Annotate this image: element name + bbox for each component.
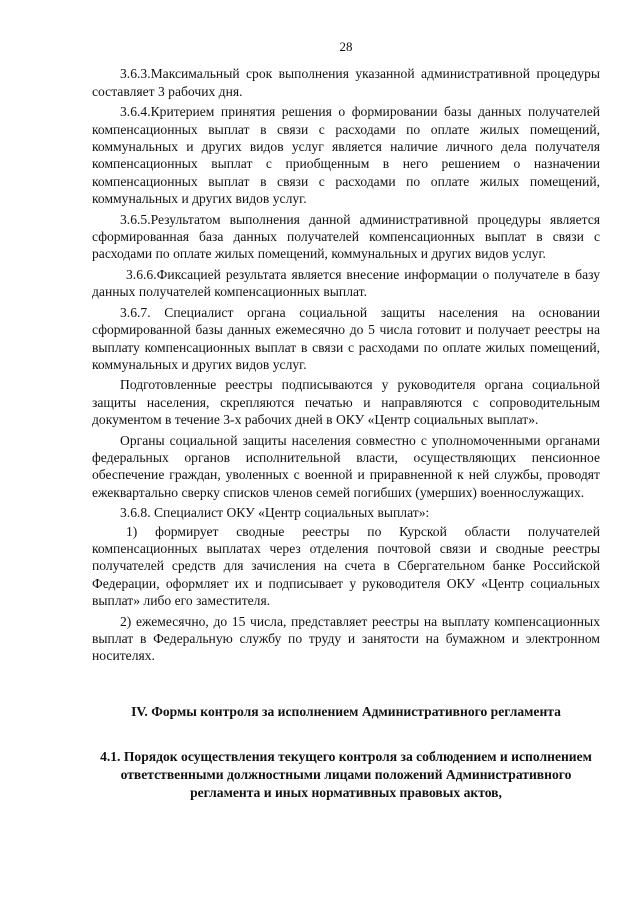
subsection-heading: 4.1. Порядок осуществления текущего контроля за соблюдением и исполнением ответственными должностными лицами положений Административного регламента и иных нормативных правовых актов, — [100, 749, 592, 800]
paragraph-3-6-4: 3.6.4.Критерием принятия решения о формировании базы данных получателей компенсационных выплат в связи с расходами по оплате жилых помещений, коммунальных и других видов услуг является наличие личного дела получателя компенсационных выплат с приобщенным в него решением о назначении компенсационных выплат в связи с расходами по оплате жилых помещений, коммунальных и других видов услуг. — [92, 104, 600, 207]
list-item-2: 2) ежемесячно, до 15 числа, представляет реестры на выплату компенсационных выплат в Федеральную службу по труду и занятости на бумажном и электронном носителях. — [92, 613, 600, 664]
paragraph-registers: Подготовленные реестры подписываются у руководителя органа социальной защиты населения, скрепляются печатью и направляются с сопроводительным документом в течение 3-х рабочих дней в ОКУ «Центр социальных выплат». — [92, 377, 600, 428]
paragraph-social-protection-bodies: Органы социальной защиты населения совместно с уполномоченными органами федеральных органов исполнительной власти, осуществляющих пенсионное обеспечение граждан, уволенных с военной и приравненной к ней службы, проводят ежеквартально сверку списков членов семей погибших (умерших) военнослужащих. — [92, 432, 600, 500]
page-number: 28 — [339, 39, 353, 54]
paragraph-3-6-6: 3.6.6.Фиксацией результата является внесение информации о получателе в базу данных получателей компенсационных выплат. — [92, 266, 600, 300]
paragraph-3-6-8: 3.6.8. Специалист ОКУ «Центр социальных выплат»: — [120, 505, 430, 521]
paragraph-3-6-7: 3.6.7. Специалист органа социальной защиты населения на основании сформированной базы данных ежемесячно до 5 числа готовит и получает реестры на выплату компенсационных выплат в связи с расходами по оплате жилых помещений, коммунальных и других видов услуг. — [92, 304, 600, 372]
document-page — [92, 0, 600, 801]
paragraph-3-6-3: 3.6.3.Максимальный срок выполнения указанной административной процедуры составляет 3 рабочих дня. — [92, 66, 600, 99]
list-item-1: 1) формирует сводные реестры по Курской области получателей компенсационных выплатах через отделения почтовой связи и сводные реестры получателей средств для зачисления на счета в Сбергательном банке Российской Федерации, оформляет их и подписывает у руководителя ОКУ «Центр социальных выплат» либо его заместителя. — [92, 523, 600, 609]
paragraph-3-6-5: 3.6.5.Результатом выполнения данной административной процедуры является сформированная база данных получателей компенсационных выплат в связи с расходами по оплате жилых помещений, коммунальных и других видов услуг. — [92, 211, 600, 262]
section-heading: IV. Формы контроля за исполнением Административного регламента — [131, 703, 561, 719]
